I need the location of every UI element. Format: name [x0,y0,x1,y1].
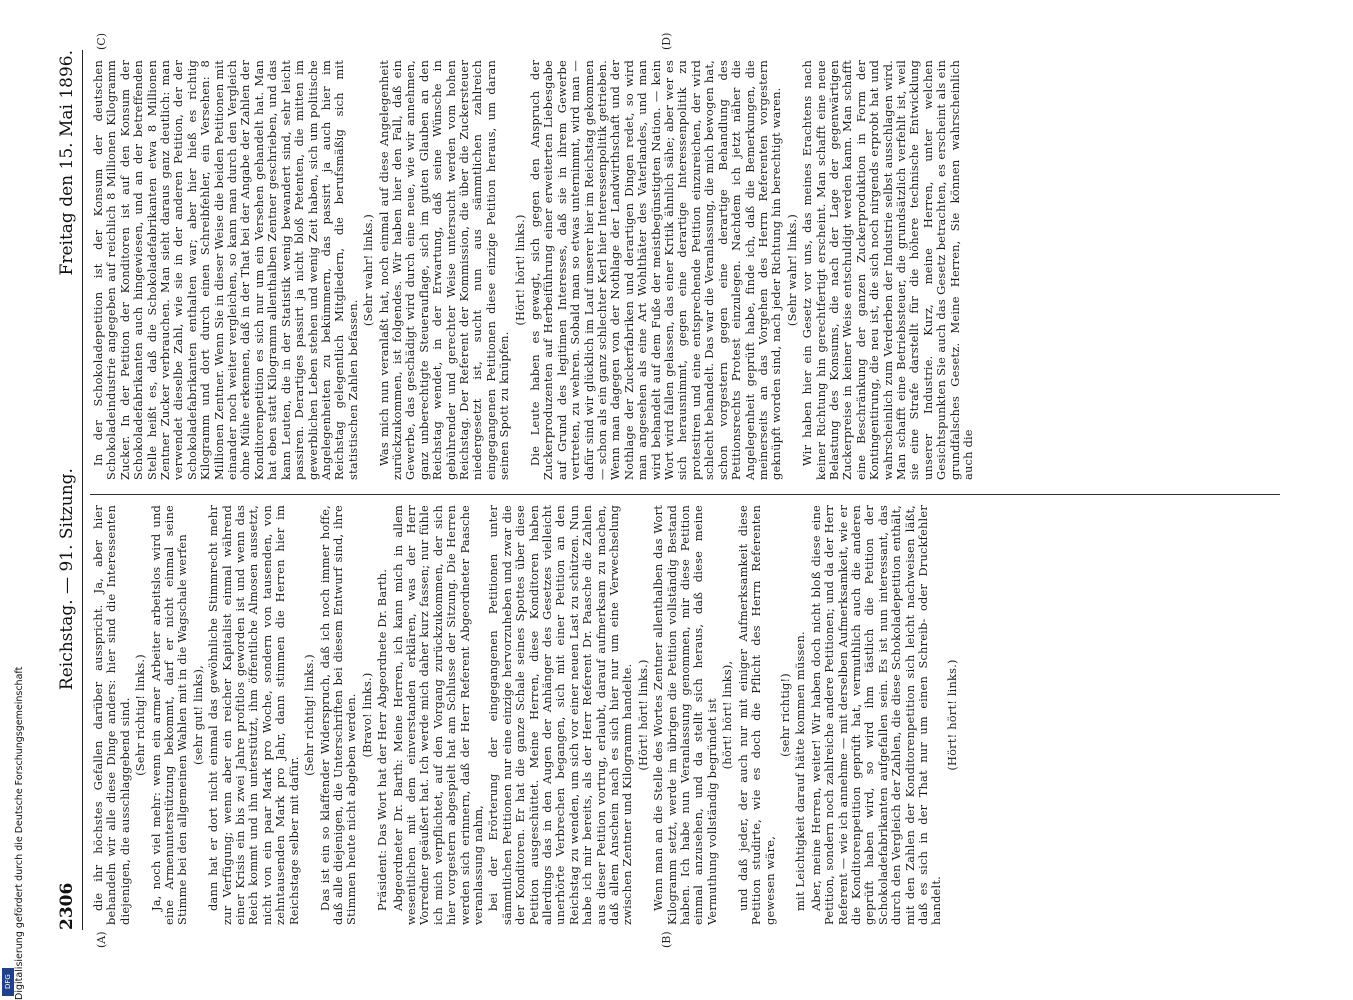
margin-mark-b: (B) [660,931,673,948]
interjection: (Sehr wahr! links.) [784,213,799,327]
interjection: (Bravo! links.) [359,672,374,758]
running-title: Reichstag. — 91. Sitzung. [57,468,77,691]
paragraph: Aber, meine Herren, weiter! Wir haben doch nicht bloß diese eine Petition, sondern noch zahlreiche andere Petitionen; und da der Herr Referent — wie ich annehme — mit derselben Aufmerksamkeit, wie er die Konditorenpetition geprüft hat, vermuthlich auch die anderen geprüft haben wird, so wird ihm tästlich die Petition der Schokoladefabrikanten aufgefallen sein. Es ist nun interessant, das durch den Vergleich der Zahlen, die diese Schokoladepetition enthält, mit den Zahlen der Konditorenpetition sich leicht nachweisen läßt, daß es sich in der That nur um einen Schreib- oder Druckfehler handelt. [808,505,944,925]
sitting-date: Freitag den 15. Mai 1896. [57,50,77,276]
page-header [55,50,79,930]
column-divider [90,494,1280,495]
paragraph: Was mich nun veranlaßt hat, noch einmal auf diese Angelegenheit zurückzukommen, ist folgendes. Wir haben hier den Fall, daß ein Gewerbe, das geschädigt wird durch eine neue, wie wir annehmen, ganz unberechtigte Steuerauflage, sich im guten Glauben an den Reichstag wendet, in der Erwartung, daß seine Wünsche in gebührender und gerechter Weise untersucht werden vom hohen Reichstag. Der Referent der Kommission, die über die Zuckersteuer niedergesetzt ist, sucht nun aus sämmtlichen zahlreich eingegangenen Petitionen diese einzige Petition heraus, um daran seinen Spott zu knüpfen. [376,60,512,480]
margin-mark-a: (A) [95,931,108,948]
paragraph: die ihr höchstes Gefallen darüber ausspricht. Ja, aber hier behandeln wir alle diese Dinge anders: hier sind die Interessenten diejenigen, die ausschlaggebend sind. [91,505,132,925]
paragraph: mit Leichtigkeit darauf hätte kommen müssen. [793,631,808,911]
interjection: (Sehr richtig! links.) [133,654,148,776]
interjection: (Sehr wahr! links.) [361,213,376,327]
paragraph: Das ist ein so klaffender Widerspruch, daß ich noch immer hoffe, daß alle diejenigen, die Unterschriften bei diesem Entwurf sind, ihre Stimmen heute nicht abgeben werden. [317,505,359,925]
interjection: (sehr gut! links), [190,665,205,765]
margin-mark-c: (C) [95,33,108,50]
funding-notice: Digitalisierung gefördert durch die Deutsche Forschungsgemeinschaft [14,666,25,1000]
interjection: (sehr richtig!) [777,673,792,757]
paragraph: Abgeordneter Dr. Barth: Meine Herren, ich kann mich in allem wesentlichen mit dem einverstanden erklären, was der Herr Vorredner geäußert hat. Ich werde mich daher kurz fassen; nur fühle ich mich verpflichtet, auf den Vorgang zurückzukommen, der sich hier vorgestern abgespielt hat am Schlusse der Sitzung. Die Herren werden sich erinnern, daß der Herr Referent Abgeordneter Paasche veranlassung nahm, [390,505,485,925]
interjection: (hört! hört! links), [720,660,735,770]
paragraph: dann hat er dort nicht einmal das gewöhnliche Stimmrecht mehr zur Verfügung; wenn aber ein reicher Kapitalist einmal während einer Krisis ein bis zwei Jahre profitlos geworden ist und wenn das Reich kommt und ihn unterstützt, ihm öffentliche Almosen aussetzt, nicht von ein paar Mark pro Woche, sondern von tausenden, von zehntausenden Mark pro Jahr, dann stimmen die Herren hier im Reichstage selber mit dafür. [206,505,301,925]
interjection: (Sehr richtig! links.) [302,654,317,776]
interjection: (Hört! hört! links.) [512,214,527,326]
paragraph: und daß jeder, der auch nur mit einiger Aufmerksamkeit diese Petition studirte, wie es doch die Pflicht des Herrn Referenten gewesen wäre, [735,505,777,925]
dfg-logo: DFG [2,968,14,996]
right-column [92,60,977,480]
left-column [92,505,961,925]
page-number: 2306 [57,882,77,930]
paragraph: Ja, noch viel mehr: wenn ein armer Arbeiter arbeitslos wird und eine Armenunterstützung bekommt, darf er nicht einmal seine Stimme bei den allgemeinen Wahlen mit in die Wagschale werfen [148,505,190,925]
paragraph: bei der Erörterung der eingegangenen Petitionen unter sämmtlichen Petitionen nur eine einzige hervorzuheben und zwar die der Konditoren. Er hat die ganze Schale seines Spottes über diese Petition ausgeschüttet. Meine Herren, diese Konditoren haben allerdings das in den Augen der Anhänger des Gesetzes vielleicht unerhörte Verbrechen begangen, sich mit einer Petition an den Reichstag zu wenden, um sich vor einer neuen Last zu schützen. Nun habe ich mir bereits, als der Herr Referent Dr. Paasche die Zahlen aus dieser Petition vortrug, erlaubt, darauf aufmerksam zu machen, daß allem Anschein nach es sich hier nur um eine Verwechselung zwischen Zentner und Kilogramm handelte. [486,505,635,925]
paragraph: Wir haben hier ein Gesetz vor uns, das meines Erachtens nach keiner Richtung hin gerechtfertigt erscheint. Man schafft eine neue Belastung des Konsums, die nach der Lage der gegenwärtigen Zuckerpreise in keiner Weise entschuldigt werden kann. Man schafft eine Beschränkung der ganzen Zuckerproduktion in Form der Kontingentirung, die neu ist, die sich noch nirgends erprobt hat und wahrscheinlich zum Verderben der Industrie selbst ausschlagen wird. Man schafft eine Betriebssteuer, die grundsätzlich verfehlt ist, weil sie eine Strafe darstellt für die höhere technische Entwicklung unserer Industrie. Kurz, meine Herren, unter welchen Gesichtspunkten Sie auch das Gesetz betrachten, es erscheint als ein grundfalsches Gesetz. Meine Herren, Sie können wahrscheinlich auch die [800,60,975,480]
margin-mark-d: (D) [660,32,673,50]
paragraph: Präsident: Das Wort hat der Herr Abgeordnete Dr. Barth. [375,568,390,911]
paragraph: In der Schokoladepetition ist der Konsum der deutschen Schokoladeindustrie angegeben auf reichlich 8 Millionen Kilogramm Zucker. In der Petition der Konditoren ist auf den Konsum der Schokoladefabrikanten auch hingewiesen, und an der betreffenden Stelle heißt es, daß die Schokoladefabrikanten etwa 8 Millionen Zentner Zucker verbrauchen. Man sieht daraus ganz deutlich: man verwendet dieselbe Zahl, wie sie in der anderen Petition, der der Schokoladefabrikanten enthalten war; aber hier hieß es richtig Kilogramm und dort durch einen Schreibfehler, ein Versehen: 8 Millionen Zentner. Wenn Sie in dieser Weise die beiden Petitionen mit einander noch weiter vergleichen, so kann man durch den Vergleich ohne Mühe erkennen, daß in der That bei der Angabe der Zahlen der Konditorenpetition es sich nur um ein Versehen gehandelt hat. Man hat eben statt Kilogramm allenthalben Zentner geschrieben, und das kann Leuten, die in der Statistik wenig bewandert sind, sehr leicht passiren. Derartiges passirt ja nicht bloß Petenten, die mitten im gewerblichen Leben stehen und wenig Zeit haben, sich um politische Angelegenheiten zu bekümmern, das passirt ja auch hier im Reichstag gelegentlich Mitgliedern, die berufsmäßig sich mit statistischen Zahlen befassen. [91,60,360,480]
header-rule [82,50,83,930]
paragraph: Die Leute haben es gewagt, sich gegen den Anspruch der Zuckerproduzenten auf Herbeiführung einer erweiterten Liebesgabe auf Grund des legitimen Interesses, daß sie in ihrem Gewerbe vertreten, zu wehren. Sobald man so etwas unternimmt, wird man — dafür sind wir glücklich im Lauf unserer hier im Reichstag gekommen — schon als ein ganz schlechter Kerl hier Interessenpolitik getrieben. Wenn man dagegen von der Nothlage der Landwirthschaft und der Nothlage der Zuckerfabriken und derartigen Dingen redet, so wird man angesehen als eine Art Wohlthäter des Vaterlandes, und man wird behandelt auf dem Fuße der meistbegünstigten Nation. — kein Wort wird fallen gelassen, das einer Kritik ähnlich sähe; aber wer es sich herausnimmt, gegen eine derartige Interessenpolitik zu protestiren und eine entsprechende Petition einzureichen, der wird schlecht behandelt. Das war die Veranlassung, die mich bewogen hat, schon vorgestern gegen eine derartige Behandlung des Petitionsrechts Protest einzulegen. Nachdem ich jetzt näher die Angelegenheit geprüft habe, finde ich, daß die Bemerkungen, die meinerseits an das Vorgehen des Herrn Referenten vorgestern geknüpft worden sind, nach jeder Richtung hin berechtigt waren. [528,60,784,480]
interjection: (Hört! hört! links.) [635,659,650,771]
interjection: (Hört! hört! links.) [944,659,959,771]
paragraph: Wenn man an die Stelle des Wortes Zentner allenthalben das Wort Kilogramm setzt, werde im übrigen die Petition vollständig Bestand haben. Ich habe nun Veranlassung genommen, mir diese Petition einmal anzusehen, und da stellt sich heraus, daß diese meine Vermuthung vollständig begründet ist [651,505,719,925]
